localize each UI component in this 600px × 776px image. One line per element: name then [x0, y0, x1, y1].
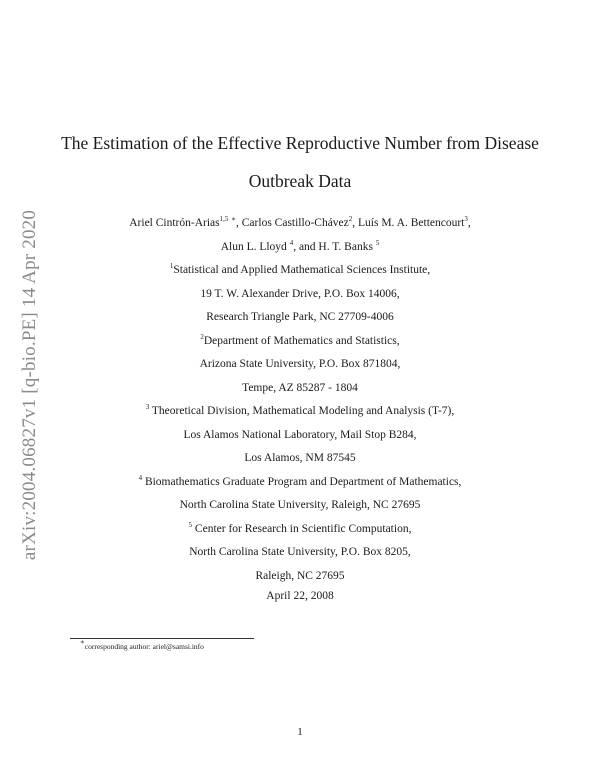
- affiliation-mark: 1: [169, 262, 174, 270]
- affiliation-1-line-1: [60, 259, 540, 283]
- author-affiliation-mark: 4: [289, 238, 294, 247]
- author-name: , Carlos Castillo-Chávez: [236, 217, 349, 229]
- affiliation-4-line-2: North Carolina State University, Raleigh, NC 27695: [179, 499, 421, 511]
- author-affiliation-mark: 3: [464, 215, 468, 223]
- author-name: , Luís M. A. Bettencourt: [352, 217, 465, 229]
- footnote-divider: [70, 638, 254, 639]
- title-line-1: The Estimation of the Effective Reproductive Number from Disease: [61, 133, 539, 153]
- corresponding-author-mark: ∗: [231, 215, 237, 223]
- author-affiliation-mark: 5: [375, 238, 380, 247]
- affiliation-mark: 4: [138, 473, 143, 482]
- arxiv-identifier-text: arXiv:2004.06827v1 [q-bio.PE] 14 Apr 2020: [19, 209, 40, 561]
- affiliation-5-line-3: Raleigh, NC 27695: [255, 569, 345, 582]
- author-affiliation-mark: 2: [348, 215, 353, 223]
- affiliation-1-line-2: 19 T. W. Alexander Drive, P.O. Box 14006,: [200, 287, 400, 300]
- footnote: [80, 638, 204, 651]
- page-number: 1: [297, 726, 303, 738]
- author-affiliation-mark: 1,5: [219, 215, 229, 223]
- affiliation-text: Center for Research in Scientific Computation,: [192, 522, 412, 535]
- affiliation-text: Statistical and Applied Mathematical Sciences Institute,: [173, 264, 431, 276]
- affiliation-mark: 5: [188, 520, 193, 529]
- affiliation-5-line-2: North Carolina State University, P.O. Box 8205,: [189, 546, 411, 558]
- author-name: , and H. T. Banks: [293, 240, 376, 253]
- arxiv-identifier: [14, 200, 46, 570]
- affiliation-4-line-1: [60, 471, 540, 495]
- paper-date: April 22, 2008: [266, 590, 334, 602]
- affiliation-2-line-3: Tempe, AZ 85287 - 1804: [242, 381, 358, 394]
- affiliation-mark: 3: [145, 403, 150, 411]
- affiliation-1-line-3: Research Triangle Park, NC 27709-4006: [206, 311, 394, 323]
- affiliation-text: Theoretical Division, Mathematical Modeling and Analysis (T-7),: [149, 405, 455, 417]
- affiliation-3-line-2: Los Alamos National Laboratory, Mail Stop B284,: [183, 428, 417, 441]
- footnote-mark: ∗: [80, 638, 85, 646]
- affiliation-text: Department of Mathematics and Statistics,: [203, 334, 400, 347]
- affiliation-3-line-3: Los Alamos, NM 87545: [244, 452, 356, 464]
- footnote-text: corresponding author: ariel@samsi.info: [84, 642, 204, 651]
- author-line-1: [60, 212, 540, 236]
- affiliation-3-line-1: [60, 400, 540, 424]
- author-separator: ,: [467, 217, 471, 229]
- affiliation-2-line-1: [60, 330, 540, 354]
- affiliation-mark: 2: [200, 332, 204, 341]
- author-name: Alun L. Lloyd: [220, 240, 290, 253]
- author-block: [60, 212, 540, 588]
- title-line-2: Outbreak Data: [248, 171, 352, 191]
- affiliation-text: Biomathematics Graduate Program and Department of Mathematics,: [142, 475, 462, 488]
- author-line-2: [60, 236, 540, 260]
- affiliation-2-line-2: Arizona State University, P.O. Box 871804,: [199, 358, 401, 370]
- affiliation-5-line-1: [60, 518, 540, 542]
- paper-title: [40, 124, 560, 200]
- author-name: Ariel Cintrón-Arias: [129, 217, 220, 229]
